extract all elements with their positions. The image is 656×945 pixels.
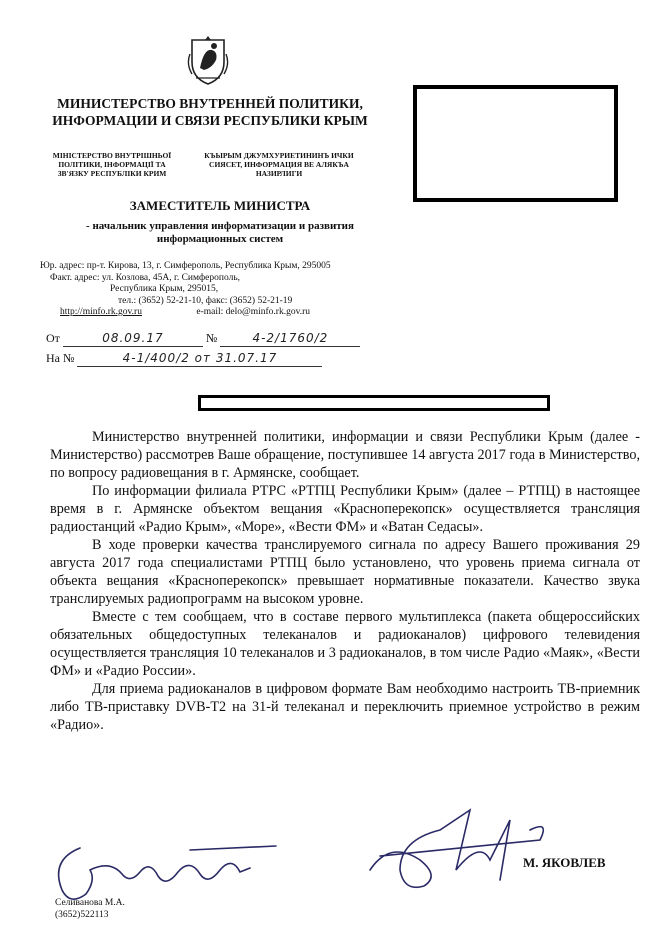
ministry-title-ua: МІНІСТЕРСТВО ВНУТРІШНЬОЇ ПОЛІТИКИ, ІНФОРМАЦІЇ ТА ЗВ'ЯЗКУ РЕСПУБЛІКИ КРИМ [52,151,172,178]
incoming-reference [46,351,322,367]
actual-address-line2: Республика Крым, 295015, [110,284,219,294]
ministry-title: МИНИСТЕРСТВО ВНУТРЕННЕЙ ПОЛИТИКИ, ИНФОРМАЦИИ И СВЯЗИ РЕСПУБЛИКИ КРЫМ [52,96,368,128]
actual-address-line1: Факт. адрес: ул. Козлова, 45А, г. Симферополь, [50,272,241,283]
paragraph-2: По информации филиала РТРС «РТПЦ Республики Крым» (далее – РТПЦ) в настоящее время в г. Армянске объектом вещания «Красноперекопск» осуществляется трансляция радиостанций «Радио Крым», «Море», «Вести ФМ» и «Ватан Седасы». [50,483,640,535]
paragraph-3: В ходе проверки качества транслируемого сигнала по адресу Вашего проживания 29 августа 2017 года специалистами РТПЦ было установлено, что уровень приема сигнала от объекта вещания «Красноперекопск» превышает нормативные показатели. Качество звука транслируемых радиопрограмм на высоком уровне. [50,537,640,607]
reply-label: На № [46,351,75,365]
paragraph-5: Для приема радиоканалов в цифровом формате Вам необходимо настроить ТВ-приемник либо ТВ-приставку DVB-T2 на 31-й телеканал и переключить приемное устройство в режим «Радио». [50,681,640,733]
incoming-reference-value: 4-1/400/2 от 31.07.17 [122,351,278,365]
letter-body [50,428,640,734]
executor-name: Селиванова М.А. [55,898,125,908]
from-label: От [46,331,60,345]
address-block [40,261,380,319]
outgoing-date: 08.09.17 [102,331,164,345]
executor-phone: (3652)522113 [55,910,109,920]
redacted-recipient-box [413,85,618,202]
signer-name: М. ЯКОВЛЕВ [523,855,606,870]
paragraph-1: Министерство внутренней политики, информации и связи Республики Крым (далее - Министерство) рассмотрев Ваше обращение, поступившее 14 августа 2017 года в Министерство, по вопросу радиовещания в г. Армянске, сообщает. [50,429,640,481]
ministry-title-crh: КЪЫРЫМ ДЖУМХУРИЕТИНИНЪ ИЧКИ СИЯСЕТ, ИНФОРМАЦИЯ ВЕ АЛЯКЪА НАЗИРЛИГИ [204,151,354,178]
outgoing-number: 4-2/1760/2 [252,331,329,345]
handwritten-signature [360,800,560,900]
outgoing-reference [46,331,360,347]
legal-address: Юр. адрес: пр-т. Кирова, 13, г. Симферополь, Республика Крым, 295005 [40,261,331,271]
coat-of-arms-crimea-icon [186,34,230,86]
position-subtitle: - начальник управления информатизации и развития информационных систем [86,220,354,245]
executor-info [55,897,125,921]
position-title: ЗАМЕСТИТЕЛЬ МИНИСТРА [129,198,311,213]
website-link[interactable]: http://minfo.rk.gov.ru [60,307,142,317]
paragraph-4: Вместе с тем сообщаем, что в составе первого мультиплекса (пакета общероссийских обязательных общедоступных телеканалов и радиоканалов) цифрового телевидения осуществляется трансляция 10 телеканалов и 3 радиоканалов, в том числе Радио «Маяк», «Вести ФМ» и «Радио России». [50,609,640,679]
redacted-addressee-bar [198,395,550,411]
number-label: № [205,331,218,345]
email-link[interactable]: e-mail: delo@minfo.rk.gov.ru [196,307,311,317]
phone-fax: тел.: (3652) 52-21-10, факс: (3652) 52-21-19 [118,295,293,306]
